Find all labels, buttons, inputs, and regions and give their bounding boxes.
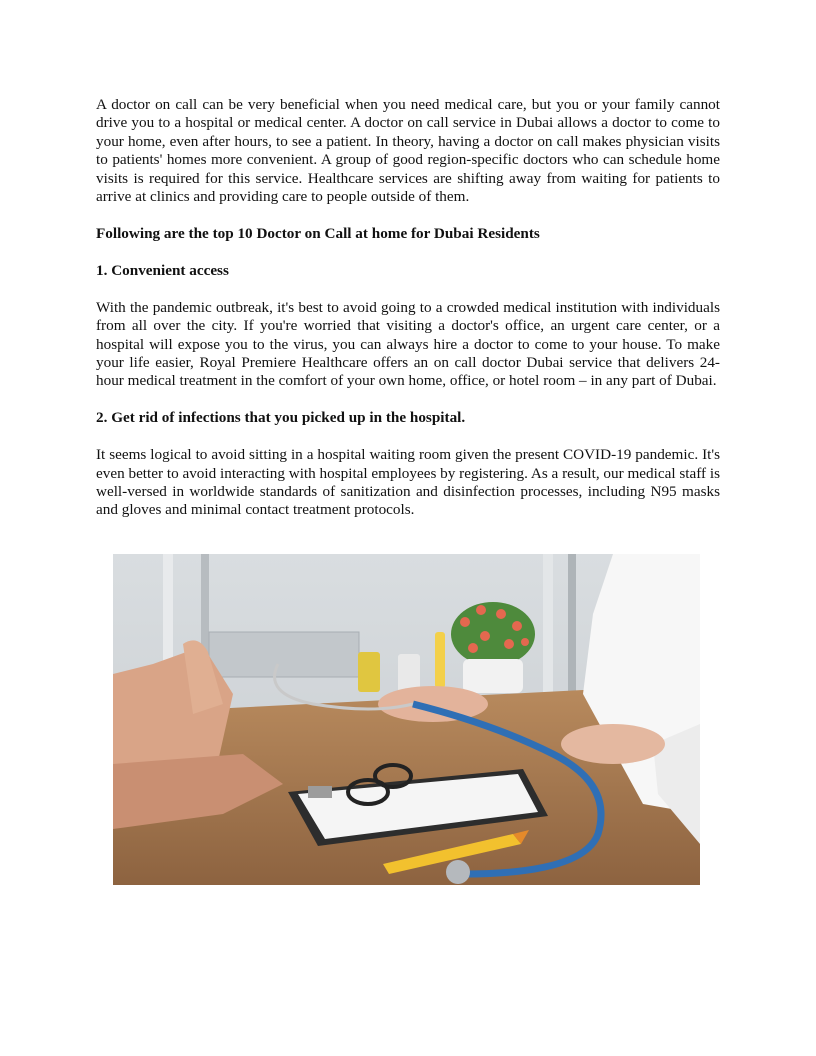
section-1-body: With the pandemic outbreak, it's best to avoid going to a crowded medical institution with individuals from all over the city. If you're worried that visiting a doctor's office, an urgent care center, or a hospital will expose you to the virus, you can always hire a doctor to come to your house. To make your life easier, Royal Premiere Healthcare offers an on call doctor Dubai service that delivers 24-hour medical treatment in the comfort of your own home, office, or hotel room – in any part of Dubai. bbox=[96, 298, 720, 390]
intro-paragraph: A doctor on call can be very beneficial when you need medical care, but you or your family cannot drive you to a hospital or medical center. A doctor on call service in Dubai allows a doctor to come to your home, even after hours, to see a patient. In theory, having a doctor on call makes physician visits to patients' homes more convenient. A group of good region-specific doctors who can schedule home visits is required for this service. Healthcare services are shifting away from waiting for patients to arrive at clinics and providing care to people outside of them. bbox=[96, 96, 720, 206]
doctor-consultation-photo bbox=[113, 554, 700, 885]
list-heading: Following are the top 10 Doctor on Call at home for Dubai Residents bbox=[96, 224, 540, 242]
section-1-heading: 1. Convenient access bbox=[96, 261, 229, 279]
article-body bbox=[96, 96, 720, 520]
section-2-heading: 2. Get rid of infections that you picked up in the hospital. bbox=[96, 409, 466, 427]
section-2-body: It seems logical to avoid sitting in a hospital waiting room given the present COVID-19 pandemic. It's even better to avoid interacting with hospital employees by registering. As a result, our medical staff is well-versed in worldwide standards of sanitization and disinfection processes, including N95 masks and gloves and minimal contact treatment protocols. bbox=[96, 446, 720, 519]
